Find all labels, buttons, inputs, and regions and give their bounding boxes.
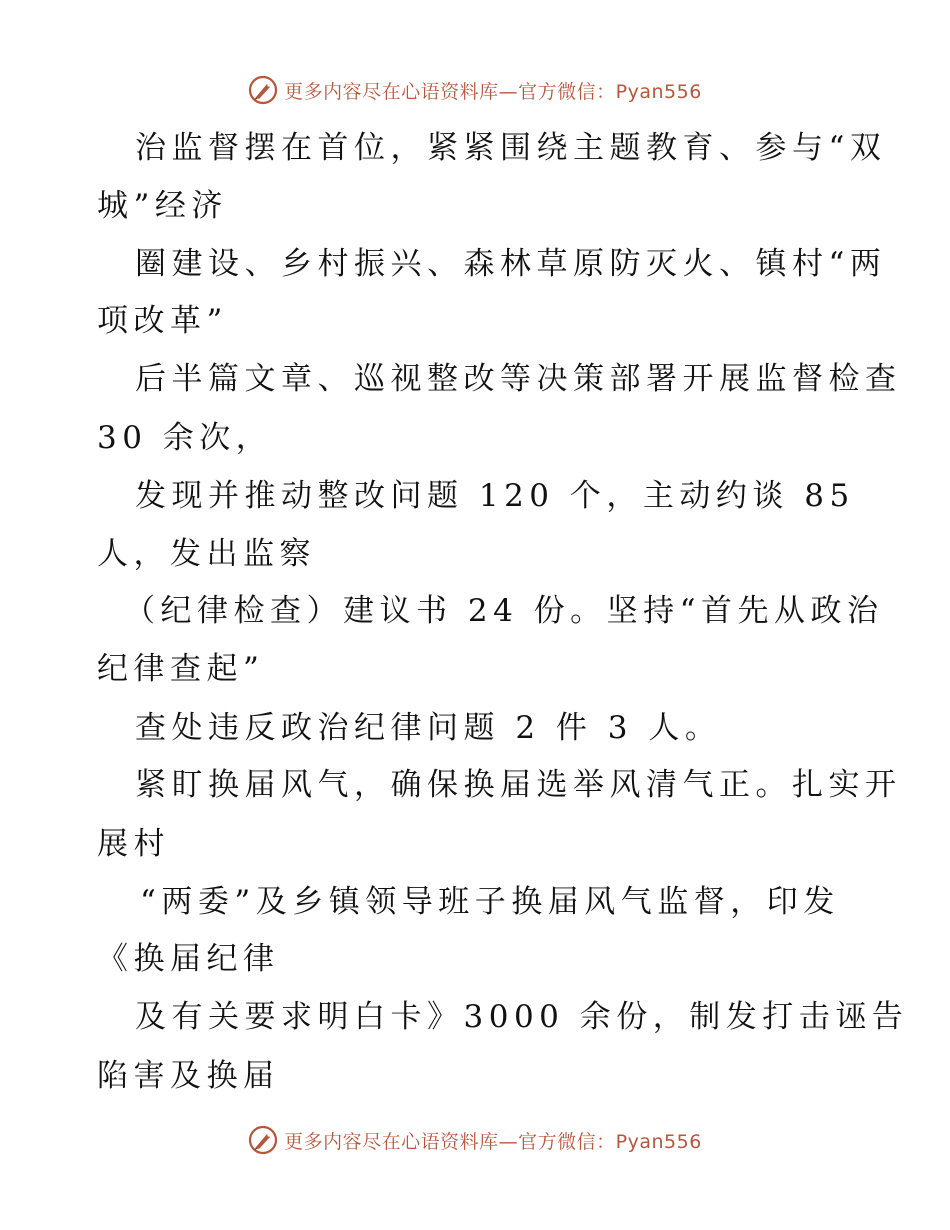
footer-banner bbox=[0, 1120, 950, 1160]
text-line: 30 余次， bbox=[97, 420, 273, 456]
text-line: 项改革” bbox=[97, 303, 228, 339]
text-line: 圈建设、乡村振兴、森林草原防灭火、镇村“两 bbox=[135, 246, 887, 282]
text-line: 城”经济 bbox=[97, 188, 228, 224]
text-line: 及有关要求明白卡》3000 余份，制发打击诬告 bbox=[135, 999, 909, 1035]
text-line: 《换届纪律 bbox=[97, 941, 280, 977]
text-line: 查处违反政治纪律问题 2 件 3 人。 bbox=[135, 710, 722, 746]
pen-logo-icon bbox=[248, 75, 278, 105]
text-line: 发现并推动整改问题 120 个，主动约谈 85 bbox=[135, 478, 855, 514]
pen-logo-icon bbox=[248, 1125, 278, 1155]
text-line: 纪律查起” bbox=[97, 651, 265, 687]
header-banner bbox=[0, 70, 950, 110]
text-line: “两委”及乡镇领导班子换届风气监督，印发 bbox=[140, 884, 840, 920]
text-line: 后半篇文章、巡视整改等决策部署开展监督检查 bbox=[135, 361, 902, 397]
footer-banner-text: 更多内容尽在心语资料库—官方微信：Pyan556 bbox=[284, 1130, 702, 1153]
text-line: 陷害及换届 bbox=[97, 1058, 280, 1094]
header-banner-text: 更多内容尽在心语资料库—官方微信：Pyan556 bbox=[284, 80, 702, 103]
text-line: 人，发出监察 bbox=[97, 536, 316, 572]
text-line: （纪律检查）建议书 24 份。坚持“首先从政治 bbox=[124, 593, 884, 629]
text-line: 展村 bbox=[97, 826, 170, 862]
text-line: 治监督摆在首位，紧紧围绕主题教育、参与“双 bbox=[135, 130, 887, 166]
text-line: 紧盯换届风气，确保换届选举风清气正。扎实开 bbox=[135, 767, 902, 803]
